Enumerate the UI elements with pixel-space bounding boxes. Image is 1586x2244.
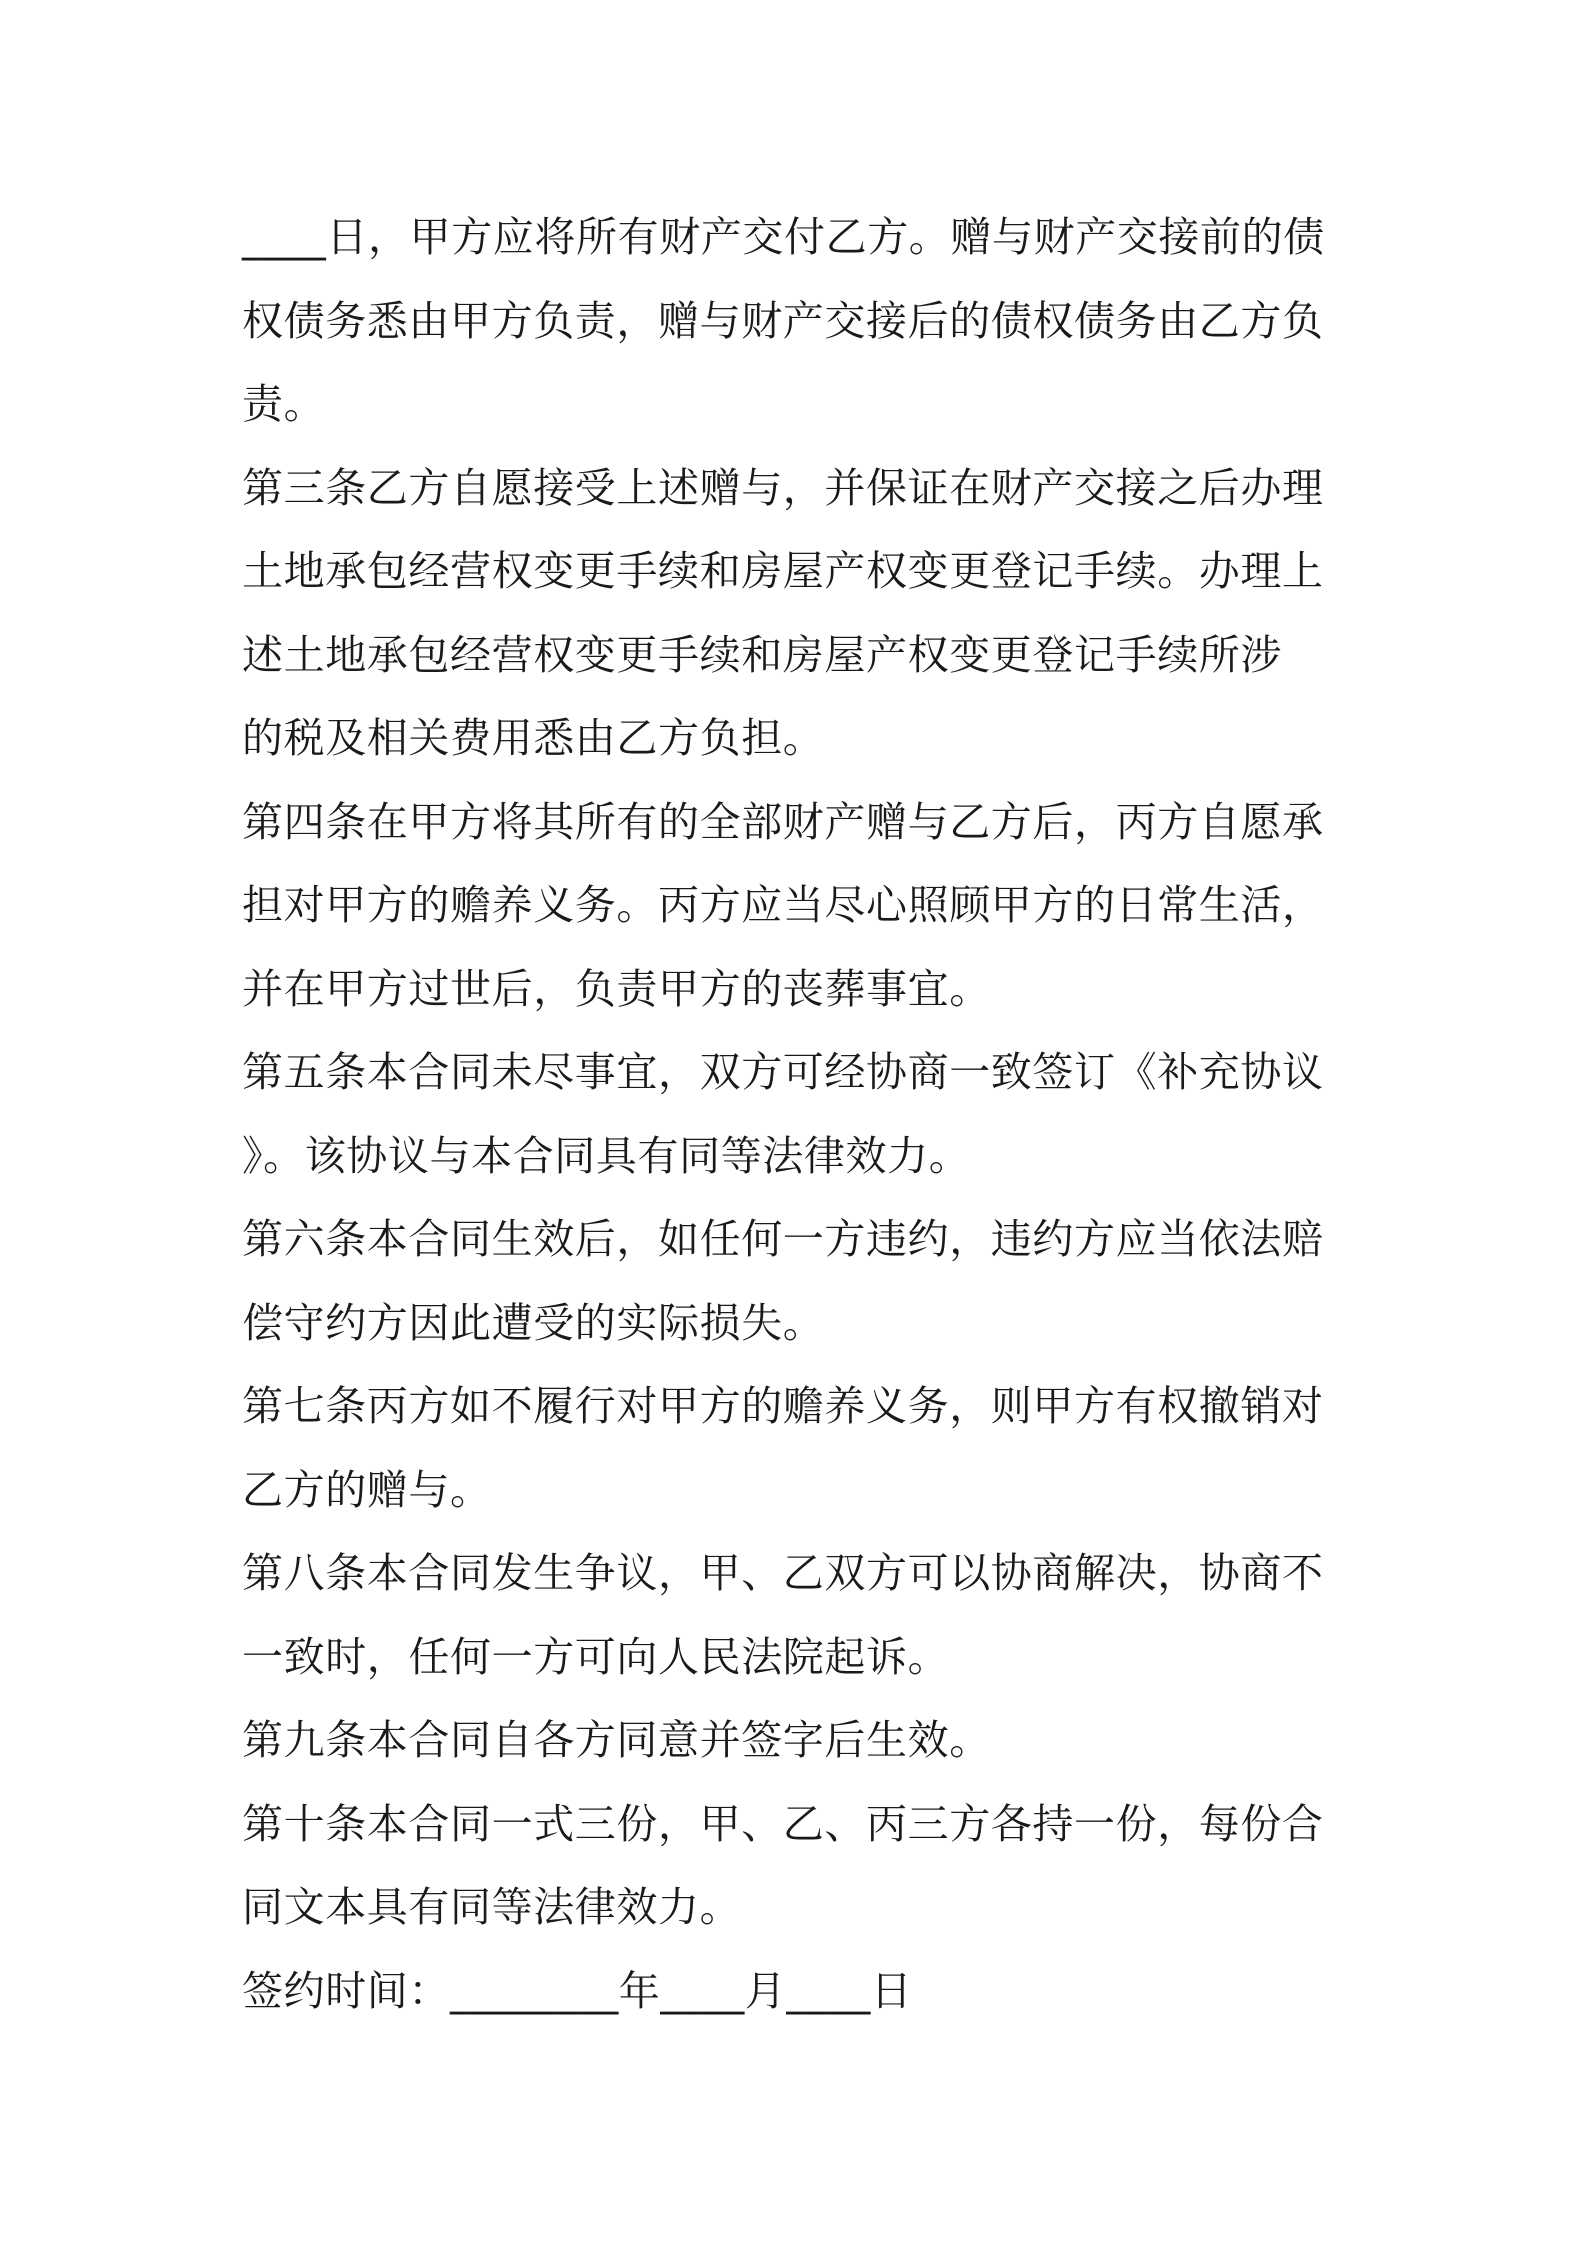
text-line: 第三条乙方自愿接受上述赠与，并保证在财产交接之后办理 [242,463,1324,512]
text-line: 第九条本合同自各方同意并签字后生效。 [242,1716,991,1764]
text-line: 一致时，任何一方可向人民法院起诉。 [242,1632,950,1681]
text-line: 述土地承包经营权变更手续和房屋产权变更登记手续所涉 [242,630,1282,679]
text-line: 第七条丙方如不履行对甲方的赡养义务，则甲方有权撤销对 [242,1382,1324,1430]
text-line: 同文本具有同等法律效力。 [242,1883,742,1931]
text-line: 并在甲方过世后，负责甲方的丧葬事宜。 [242,964,991,1013]
text-line: 第八条本合同发生争议，甲、乙双方可以协商解决，协商不 [242,1549,1324,1597]
text-line: 责。 [242,380,326,428]
signing-date-line: 签约时间：________年____月____日 [242,1966,913,2015]
text-line: 第六条本合同生效后，如任何一方违约，违约方应当依法赔 [242,1215,1324,1263]
text-line: 的税及相关费用悉由乙方负担。 [242,714,825,762]
text-line: 第五条本合同未尽事宜，双方可经协商一致签订《补充协议 [242,1048,1324,1096]
text-line: 权债务悉由甲方负责，赠与财产交接后的债权债务由乙方负 [242,296,1324,345]
text-line: 乙方的赠与。 [242,1465,492,1514]
text-line: ____日，甲方应将所有财产交付乙方。赠与财产交接前的债 [242,213,1325,261]
text-line: 第四条在甲方将其所有的全部财产赠与乙方后，丙方自愿承 [242,797,1324,846]
text-line: 》。该协议与本合同具有同等法律效力。 [242,1131,971,1180]
text-line: 土地承包经营权变更手续和房屋产权变更登记手续。办理上 [242,547,1324,595]
contract-body [242,196,1354,2033]
text-line: 第十条本合同一式三份，甲、乙、丙三方各持一份，每份合 [242,1799,1324,1848]
text-line: 偿守约方因此遭受的实际损失。 [242,1298,825,1347]
text-line: 担对甲方的赡养义务。丙方应当尽心照顾甲方的日常生活， [242,881,1324,929]
